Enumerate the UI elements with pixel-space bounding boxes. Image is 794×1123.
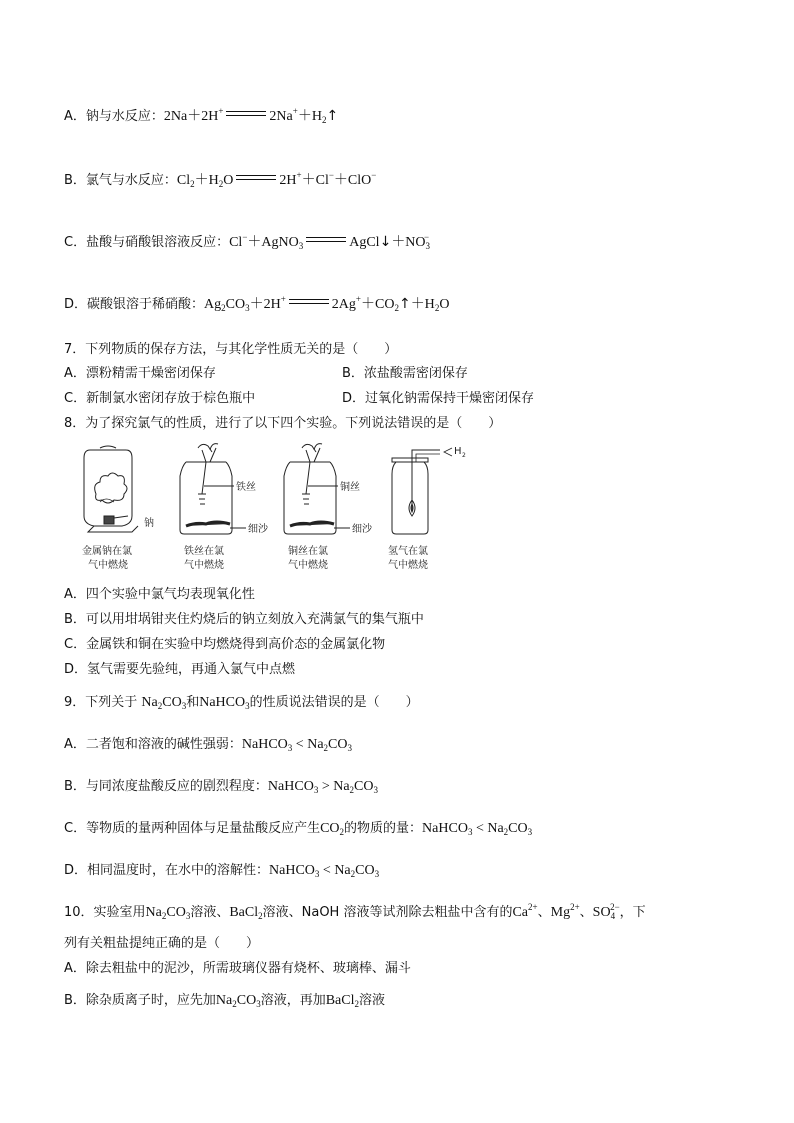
q9-stem: 9．下列关于 $Na_2CO_3$和NaHCO$_3$的性质说法错误的是（ ） <box>64 695 419 711</box>
q8-stem: 8．为了探究氯气的性质，进行了以下四个实验。下列说法错误的是（ ） <box>64 416 502 431</box>
q8-experiment-figure <box>70 440 490 580</box>
q6-option-a: A．钠与水反应：2Na＋2H+ $2Na^++H_2↑$ <box>64 106 339 125</box>
caption-iron-1: 铁丝在氯 <box>184 546 224 557</box>
q7-option-b: B．浓盐酸需密闭保存 <box>342 366 468 381</box>
q7-option-d: D．过氧化钠需保持干燥密闭保存 <box>342 391 535 406</box>
q7-options-row2 <box>64 389 535 409</box>
q7-stem: 7．下列物质的保存方法，与其化学性质无关的是（ ） <box>64 342 398 357</box>
q9-option-a: A．二者饱和溶液的碱性强弱：NaHCO$_3$ < $Na_2CO_3$ <box>64 737 352 753</box>
caption-copper-1: 铜丝在氯 <box>288 546 328 557</box>
q9-option-c: C．等物质的量两种固体与足量盐酸反应产生$CO_2$的物质的量：NaHCO$_3$ < $Na_2CO_3$ <box>64 821 533 837</box>
q10-stem-line2: 列有关粗盐提纯正确的是（ ） <box>64 936 260 951</box>
iron-wire-label: 铁丝 <box>236 482 256 493</box>
q6-option-c: C．盐酸与硝酸银溶液反应：Cl−＋AgNO$_3$ $AgCl↓+NO_3^-$ <box>64 232 431 251</box>
h2-label: H <box>454 446 462 457</box>
hydrogen-apparatus-icon <box>392 448 452 534</box>
q10-stem-line1: 10．实验室用$Na_2CO_3$溶液、BaCl$_2$溶液、NaOH 溶液等试剂除去粗盐中含有的$Ca^{2+}$、$Mg^{2+}$、$SO_4^{2-}$，下 <box>64 902 646 921</box>
sand-label-2: 细沙 <box>352 524 372 535</box>
caption-sodium-2: 气中燃烧 <box>88 560 128 571</box>
caption-copper-2: 气中燃烧 <box>288 560 328 571</box>
sand-label-1: 细沙 <box>248 524 268 535</box>
q9-option-b: B．与同浓度盐酸反应的剧烈程度：NaHCO$_3$ > $Na_2CO_3$ <box>64 779 378 795</box>
svg-text:2: 2 <box>462 452 466 459</box>
q6-option-d: D．碳酸银溶于稀硝酸：$Ag_2CO_3+2H^+$ $2Ag^++CO_2↑+H_2O$ <box>64 294 450 313</box>
caption-hydrogen-2: 气中燃烧 <box>388 560 428 571</box>
q6-option-b: B．氯气与水反应：$Cl_2+H_2O$ 2H+＋Cl−＋ClO− <box>64 170 377 189</box>
caption-hydrogen-1: 氢气在氯 <box>388 546 428 557</box>
sodium-label: 钠 <box>144 518 154 529</box>
q10-option-b: B．除杂质离子时，应先加$Na_2CO_3$溶液，再加BaCl$_2$溶液 <box>64 993 386 1009</box>
q8-option-b: B．可以用坩埚钳夹住灼烧后的钠立刻放入充满氯气的集气瓶中 <box>64 612 424 627</box>
q10-option-a: A．除去粗盐中的泥沙，所需玻璃仪器有烧杯、玻璃棒、漏斗 <box>64 961 411 976</box>
copper-wire-label: 铜丝 <box>340 482 360 493</box>
caption-iron-2: 气中燃烧 <box>184 560 224 571</box>
q7-option-c: C．新制氯水密闭存放于棕色瓶中 <box>64 391 256 406</box>
q7-option-a: A．漂粉精需干燥密闭保存 <box>64 366 216 381</box>
q7-options-row1 <box>64 364 468 384</box>
caption-sodium-1: 金属钠在氯 <box>82 546 132 557</box>
sodium-apparatus-icon <box>84 446 138 532</box>
q8-option-c: C．金属铁和铜在实验中均燃烧得到高价态的金属氯化物 <box>64 637 386 652</box>
q8-option-d: D．氢气需要先验纯，再通入氯气中点燃 <box>64 662 296 677</box>
q9-option-d: D．相同温度时，在水中的溶解性：NaHCO$_3$ < $Na_2CO_3$ <box>64 863 380 879</box>
q8-option-a: A．四个实验中氯气均表现氧化性 <box>64 587 255 602</box>
